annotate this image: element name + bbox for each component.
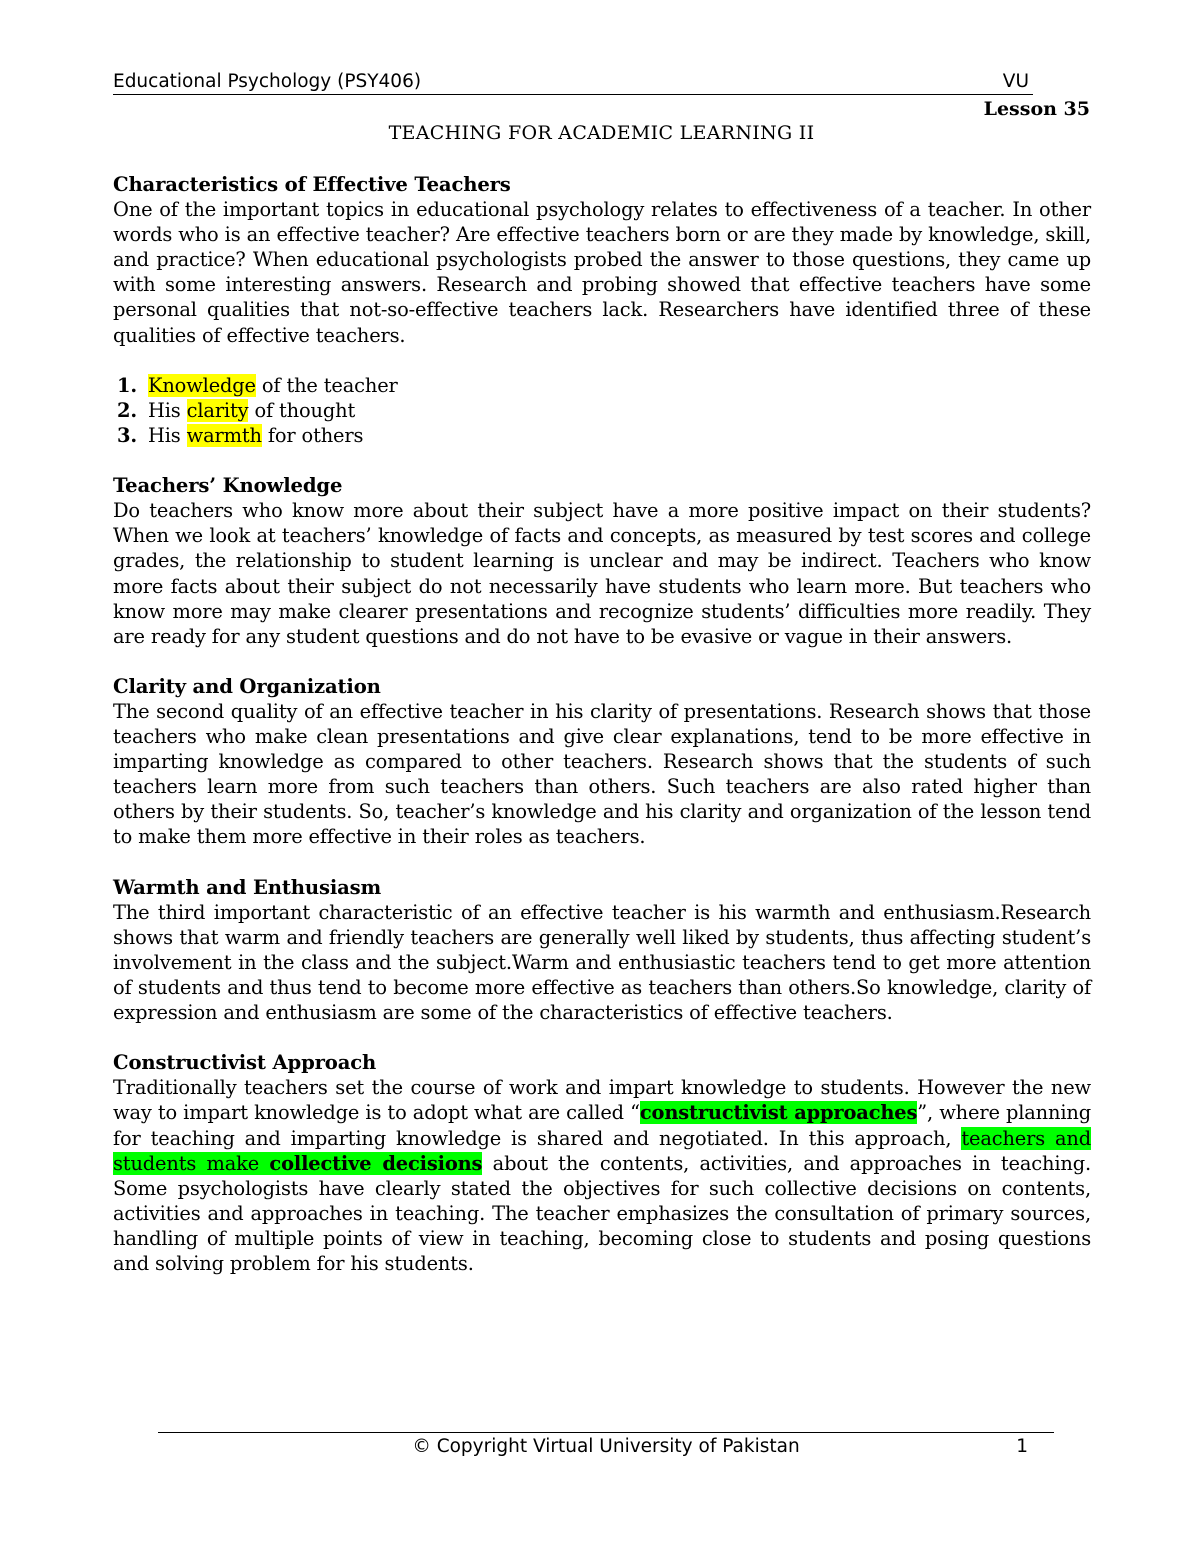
list-item bbox=[113, 423, 1091, 448]
copyright-notice: © Copyright Virtual University of Pakistan bbox=[412, 1436, 800, 1457]
paragraph-text: ”, where planning for teaching and imparting knowledge is shared and negotiated. In this approach, bbox=[113, 1101, 1092, 1150]
qualities-list bbox=[113, 373, 1091, 448]
section-heading-warmth: Warmth and Enthusiasm bbox=[113, 875, 382, 899]
document-title: TEACHING FOR ACADEMIC LEARNING II bbox=[388, 122, 815, 144]
list-item bbox=[113, 398, 1091, 423]
list-text: His bbox=[148, 398, 187, 422]
list-text: of the teacher bbox=[255, 373, 398, 397]
list-number: 2. bbox=[117, 398, 137, 422]
page-footer bbox=[158, 1434, 1054, 1459]
section-heading-characteristics: Characteristics of Effective Teachers bbox=[113, 173, 511, 196]
highlighted-term: Knowledge bbox=[148, 373, 256, 397]
paragraph-clarity: The second quality of an effective teacher in his clarity of presentations. Research shows that those teachers who make clean presentations and give clear explanations, tend to be more effective in imparting knowledge as compared to other teachers. Research shows that the students of such teachers learn more from such teachers than others. Such teachers are also rated higher than others by their students. So, teacher’s knowledge and his clarity and organization of the lesson tend to make them more effective in their roles as teachers. bbox=[113, 699, 1091, 849]
section-heading-constructivist: Constructivist Approach bbox=[113, 1051, 377, 1075]
course-title: Educational Psychology (PSY406) bbox=[113, 71, 422, 92]
paragraph-text: Traditionally teachers set the course of work and impart knowledge to students. However the new way to impart knowledge is to adopt what are called “ bbox=[113, 1076, 1091, 1125]
footer-divider bbox=[158, 1432, 1054, 1433]
paragraph-knowledge: Do teachers who know more about their subject have a more positive impact on their students? When we look at teachers’ knowledge of facts and concepts, as measured by test scores and college grades, the relationship to student learning is unclear and may be indirect. Teachers who know more facts about their subject do not necessarily have students who learn more. But teachers who know more may make clearer presentations and recognize students’ difficulties more readily. They are ready for any student questions and do not have to be evasive or vague in their answers. bbox=[113, 499, 1091, 648]
list-number: 3. bbox=[117, 423, 137, 447]
list-text: His bbox=[148, 423, 187, 447]
page-number: 1 bbox=[1016, 1436, 1028, 1457]
section-heading-clarity: Clarity and Organization bbox=[113, 674, 381, 698]
page-header bbox=[113, 70, 1033, 95]
paragraph-constructivist bbox=[113, 1075, 1091, 1276]
highlighted-term: collective decisions bbox=[269, 1151, 483, 1175]
highlighted-term: clarity bbox=[186, 398, 249, 422]
document-body bbox=[113, 172, 1091, 1276]
institution-abbr: VU bbox=[1002, 71, 1029, 92]
paragraph-warmth: The third important characteristic of an effective teacher is his warmth and enthusiasm.Research shows that warm and friendly teachers are generally well liked by students, thus affecting student’s involvement in the class and the subject.Warm and enthusiastic teachers tend to get more attention of students and thus tend to become more effective as teachers than others.So knowledge, clarity of expression and enthusiasm are some of the characteristics of effective teachers. bbox=[113, 900, 1091, 1025]
list-text: for others bbox=[261, 423, 364, 447]
paragraph-text: about the contents, activities, and approaches in teaching. Some psychologists have clearly stated the objectives for such collective decisions on contents, activities and approaches in teaching. The teacher emphasizes the consultation of primary sources, handling of multiple points of view in teaching, becoming close to students and posing questions and solving problem for his students. bbox=[113, 1151, 1092, 1276]
list-text: of thought bbox=[248, 398, 356, 422]
section-heading-knowledge: Teachers’ Knowledge bbox=[113, 474, 343, 498]
lesson-number: Lesson 35 bbox=[983, 98, 1090, 120]
highlighted-phrase: teachers and students make bbox=[113, 1126, 1091, 1175]
list-number: 1. bbox=[117, 373, 137, 397]
highlighted-term: warmth bbox=[186, 423, 262, 447]
highlighted-term: constructivist approaches bbox=[639, 1101, 918, 1125]
list-item bbox=[113, 373, 1091, 398]
paragraph-characteristics: One of the important topics in educational psychology relates to effectiveness of a teacher. In other words who is an effective teacher? Are effective teachers born or are they made by knowledge, skill, and practice? When educational psychologists probed the answer to those questions, they came up with some interesting answers. Research and probing showed that effective teachers have some personal qualities that not-so-effective teachers lack. Researchers have identified three of these qualities of effective teachers. bbox=[113, 198, 1091, 347]
